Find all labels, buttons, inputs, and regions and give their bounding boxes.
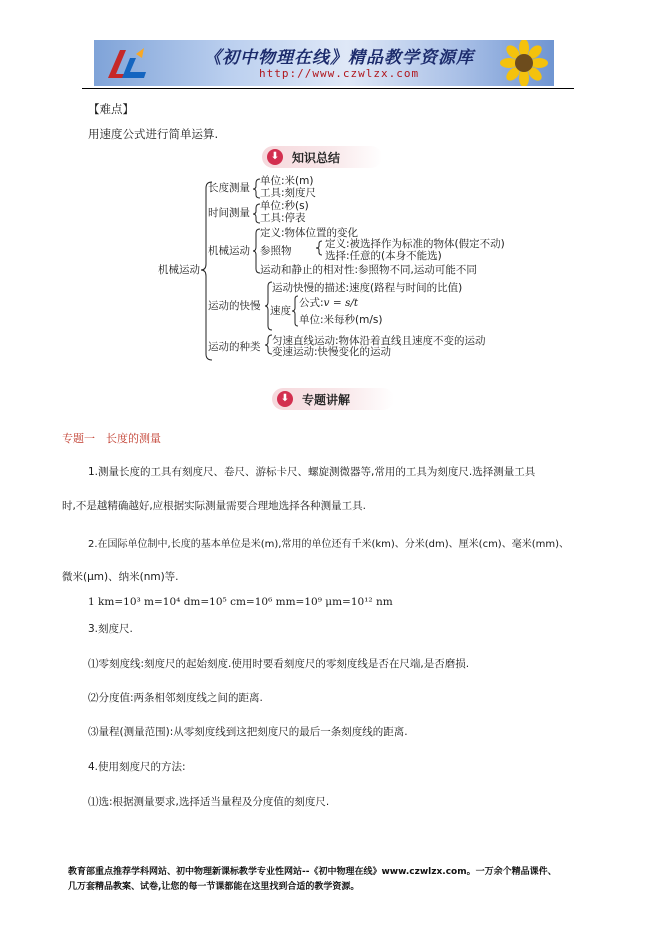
paragraph-3-item-3: ⑶量程(测量范围):从零刻度线到这把刻度尺的最后一条刻度线的距离. xyxy=(88,726,408,738)
down-arrow-icon: ⬇ xyxy=(277,391,293,407)
banner-title: 《初中物理在线》精品教学资源库 xyxy=(204,48,474,68)
tree-length-label: 长度测量 xyxy=(208,182,250,194)
tree-speed-formula: 公式:v = s/t xyxy=(299,297,359,309)
knowledge-summary-heading: ⬇ 知识总结 xyxy=(262,146,382,168)
tree-speed-sublabel: 速度 xyxy=(270,305,291,317)
paragraph-1-line-1: 1.测量长度的工具有刻度尺、卷尺、游标卡尺、螺旋测微器等,常用的工具为刻度尺.选择测量工具 xyxy=(88,466,536,478)
difficulty-text: 用速度公式进行简单运算. xyxy=(88,127,219,141)
tree-types-label: 运动的种类 xyxy=(208,341,261,353)
paragraph-2-line-2: 微米(μm)、纳米(nm)等. xyxy=(62,571,179,583)
down-arrow-icon: ⬇ xyxy=(267,149,283,165)
tree-speed-label: 运动的快慢 xyxy=(208,300,261,312)
paragraph-4-item-1: ⑴选:根据测量要求,选择适当量程及分度值的刻度尺. xyxy=(88,796,330,808)
tree-speed-description: 运动快慢的描述:速度(路程与时间的比值) xyxy=(272,282,463,294)
tree-relativity: 运动和静止的相对性:参照物不同,运动可能不同 xyxy=(260,264,477,276)
tree-speed-unit: 单位:米每秒(m/s) xyxy=(299,314,383,326)
sunflower-icon xyxy=(494,40,554,86)
tree-motion-label: 机械运动 xyxy=(208,245,250,257)
banner-url[interactable]: http://www.czwlzx.com xyxy=(259,67,420,80)
footer-line-2: 几万套精品教案、试卷,让您的每一节课都能在这里找到合适的教学资源。 xyxy=(68,882,360,892)
difficulty-label: 【难点】 xyxy=(88,102,134,116)
paragraph-1-line-2: 时,不是越精确越好,应根据实际测量需要合理地选择各种测量工具. xyxy=(62,500,367,512)
topic-title: 专题一 长度的测量 xyxy=(62,432,161,445)
tree-length-tool: 工具:刻度尺 xyxy=(260,187,317,199)
paragraph-2-line-1: 2.在国际单位制中,长度的基本单位是米(m),常用的单位还有千米(km)、分米(dm)、厘米(cm)、毫米(mm)、 xyxy=(88,539,569,550)
tree-types-uniform: 匀速直线运动:物体沿着直线且速度不变的运动 xyxy=(272,335,486,347)
tree-types-variable: 变速运动:快慢变化的运动 xyxy=(272,346,392,358)
paragraph-4: 4.使用刻度尺的方法: xyxy=(88,761,186,773)
unit-conversion: 1 km=10³ m=10⁴ dm=10⁵ cm=10⁶ mm=10⁹ μm=10¹² nm xyxy=(88,596,393,608)
site-logo-icon xyxy=(102,44,152,82)
topic-explanation-heading: ⬇ 专题讲解 xyxy=(272,388,394,410)
paragraph-3-item-1: ⑴零刻度线:刻度尺的起始刻度.使用时要看刻度尺的零刻度线是否在尺端,是否磨损. xyxy=(88,658,470,670)
tree-time-label: 时间测量 xyxy=(208,207,250,219)
header-banner xyxy=(94,40,554,86)
paragraph-3-item-2: ⑵分度值:两条相邻刻度线之间的距离. xyxy=(88,692,263,704)
tree-time-tool: 工具:停表 xyxy=(260,212,306,224)
tree-root: 机械运动 xyxy=(158,264,200,276)
tree-motion-definition: 定义:物体位置的变化 xyxy=(260,227,359,239)
tree-reference-label: 参照物 xyxy=(260,245,292,257)
tree-time-unit: 单位:秒(s) xyxy=(260,200,309,212)
tree-reference-def: 定义:被选择作为标准的物体(假定不动) xyxy=(325,238,505,250)
footer-line-1: 教育部重点推荐学科网站、初中物理新课标教学专业性网站--《初中物理在线》www.czwlzx.com。一万余个精品课件、 xyxy=(68,867,557,877)
tree-length-unit: 单位:米(m) xyxy=(260,175,314,187)
page-footer xyxy=(68,865,608,895)
paragraph-3: 3.刻度尺. xyxy=(88,623,133,635)
header-divider xyxy=(82,88,574,89)
tree-reference-choice: 选择:任意的(本身不能选) xyxy=(325,250,442,262)
